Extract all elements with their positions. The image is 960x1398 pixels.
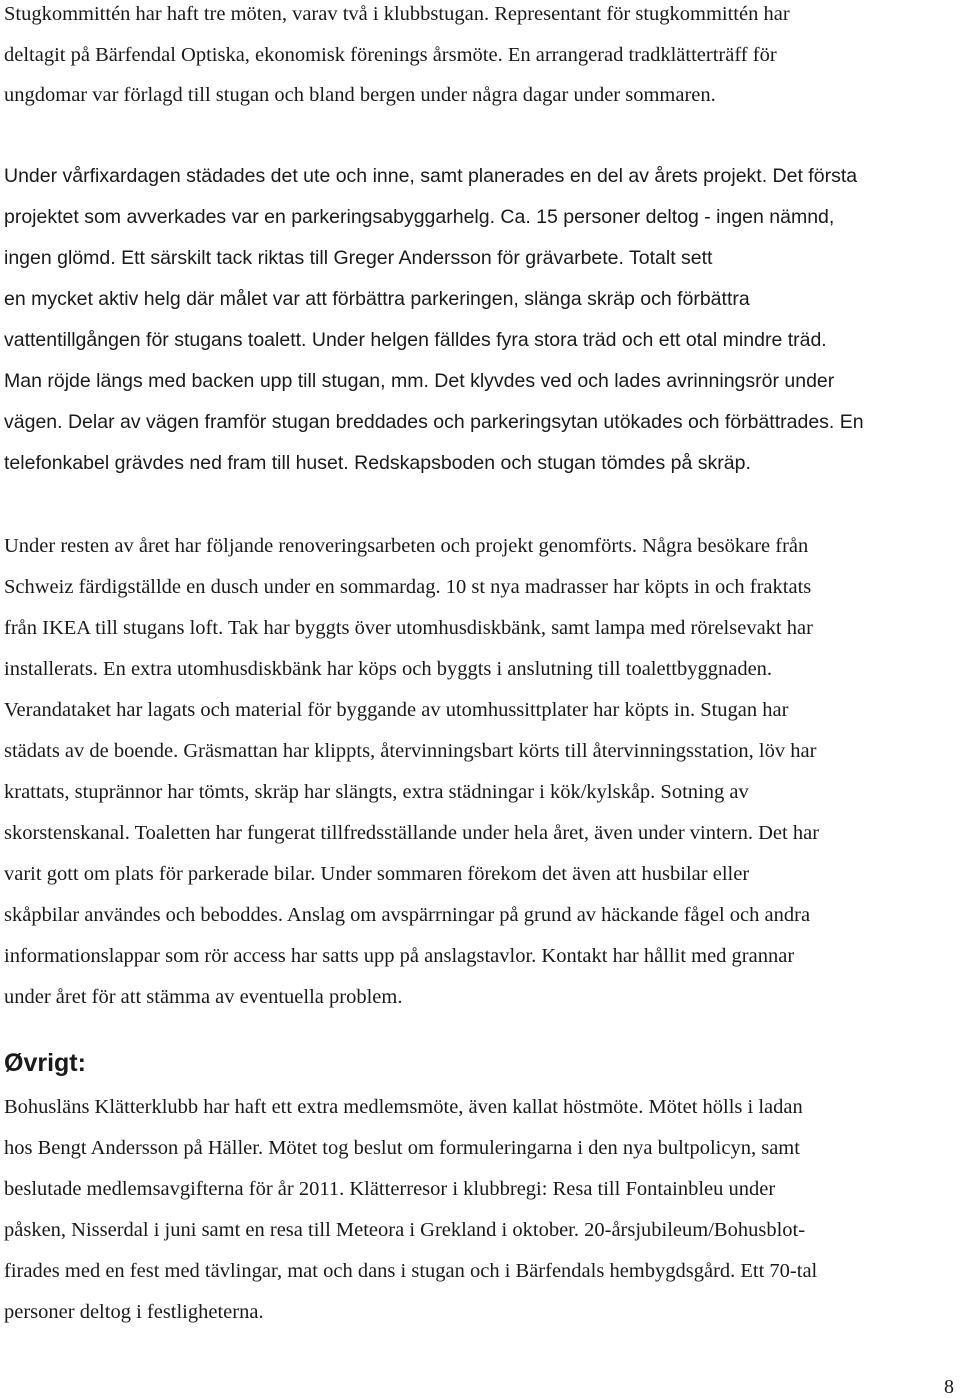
text-line: telefonkabel grävdes ned fram till huset. Redskapsboden och stugan tömdes på skräp. (4, 452, 751, 474)
text-line: ungdomar var förlagd till stugan och bland bergen under några dagar under sommaren. (4, 84, 716, 106)
text-line: vattentillgången för stugans toalett. Under helgen fälldes fyra stora träd och ett otal mindre träd. (4, 329, 827, 351)
text-line: beslutade medlemsavgifterna för år 2011. Klätterresor i klubbregi: Resa till Fontainbleu under (4, 1178, 776, 1200)
text-line: skorstenskanal. Toaletten har fungerat tillfredsställande under hela året, även under vintern. Det har (4, 822, 820, 844)
text-line: en mycket aktiv helg där målet var att förbättra parkeringen, slänga skräp och förbättra (4, 288, 750, 310)
text-line: krattats, stuprännor har tömts, skräp har slängts, extra städningar i kök/kylskåp. Sotning av (4, 781, 749, 803)
text-line: projektet som avverkades var en parkeringsabyggarhelg. Ca. 15 personer deltog - ingen nämnd, (4, 206, 835, 228)
text-line: Bohusläns Klätterklubb har haft ett extra medlemsmöte, även kallat höstmöte. Mötet hölls i ladan (4, 1096, 803, 1118)
text-line: informationslappar som rör access har satts upp på anslagstavlor. Kontakt har hållit med grannar (4, 945, 795, 967)
text-line: personer deltog i festligheterna. (4, 1301, 264, 1323)
text-line: vägen. Delar av vägen framför stugan breddades och parkeringsytan utökades och förbättrades. En (4, 411, 864, 433)
text-line: Under resten av året har följande renoveringsarbeten och projekt genomförts. Några besökare från (4, 535, 809, 557)
text-line: ingen glömd. Ett särskilt tack riktas till Greger Andersson för grävarbete. Totalt sett (4, 247, 713, 269)
text-line: under året för att stämma av eventuella problem. (4, 986, 403, 1008)
text-line: deltagit på Bärfendal Optiska, ekonomisk förenings årsmöte. En arrangerad tradklätterträff för (4, 44, 777, 66)
text-line: Under vårfixardagen städades det ute och inne, samt planerades en del av årets projekt. Det första (4, 165, 858, 187)
text-line: Man röjde längs med backen upp till stugan, mm. Det klyvdes ved och lades avrinningsrör under (4, 370, 835, 392)
section-heading-ovrigt: Øvrigt: (4, 1049, 86, 1077)
page-number: 8 (944, 1376, 954, 1398)
text-line: Verandataket har lagats och material för byggande av utomhussittplater har köpts in. Stugan har (4, 699, 789, 721)
text-line: städats av de boende. Gräsmattan har klippts, återvinningsbart körts till återvinningsstation, löv har (4, 740, 817, 762)
text-line: varit gott om plats för parkerade bilar. Under sommaren förekom det även att husbilar eller (4, 863, 750, 885)
text-line: installerats. En extra utomhusdiskbänk har köps och byggts i anslutning till toalettbyggnaden. (4, 658, 773, 680)
text-line: firades med en fest med tävlingar, mat och dans i stugan och i Bärfendals hembygdsgård. Ett 70-tal (4, 1260, 818, 1282)
text-line: påsken, Nisserdal i juni samt en resa till Meteora i Grekland i oktober. 20-årsjubileum/Bohusblot- (4, 1219, 806, 1241)
text-line: från IKEA till stugans loft. Tak har byggts över utomhusdiskbänk, samt lampa med rörelsevakt har (4, 617, 813, 639)
text-line: Schweiz färdigställde en dusch under en sommardag. 10 st nya madrasser har köpts in och fraktats (4, 576, 812, 598)
text-line: Stugkommittén har haft tre möten, varav två i klubbstugan. Representant för stugkommittén har (4, 3, 790, 25)
text-line: skåpbilar användes och beboddes. Anslag om avspärrningar på grund av häckande fågel och andra (4, 904, 811, 926)
text-line: hos Bengt Andersson på Häller. Mötet tog beslut om formuleringarna i den nya bultpolicyn, samt (4, 1137, 800, 1159)
